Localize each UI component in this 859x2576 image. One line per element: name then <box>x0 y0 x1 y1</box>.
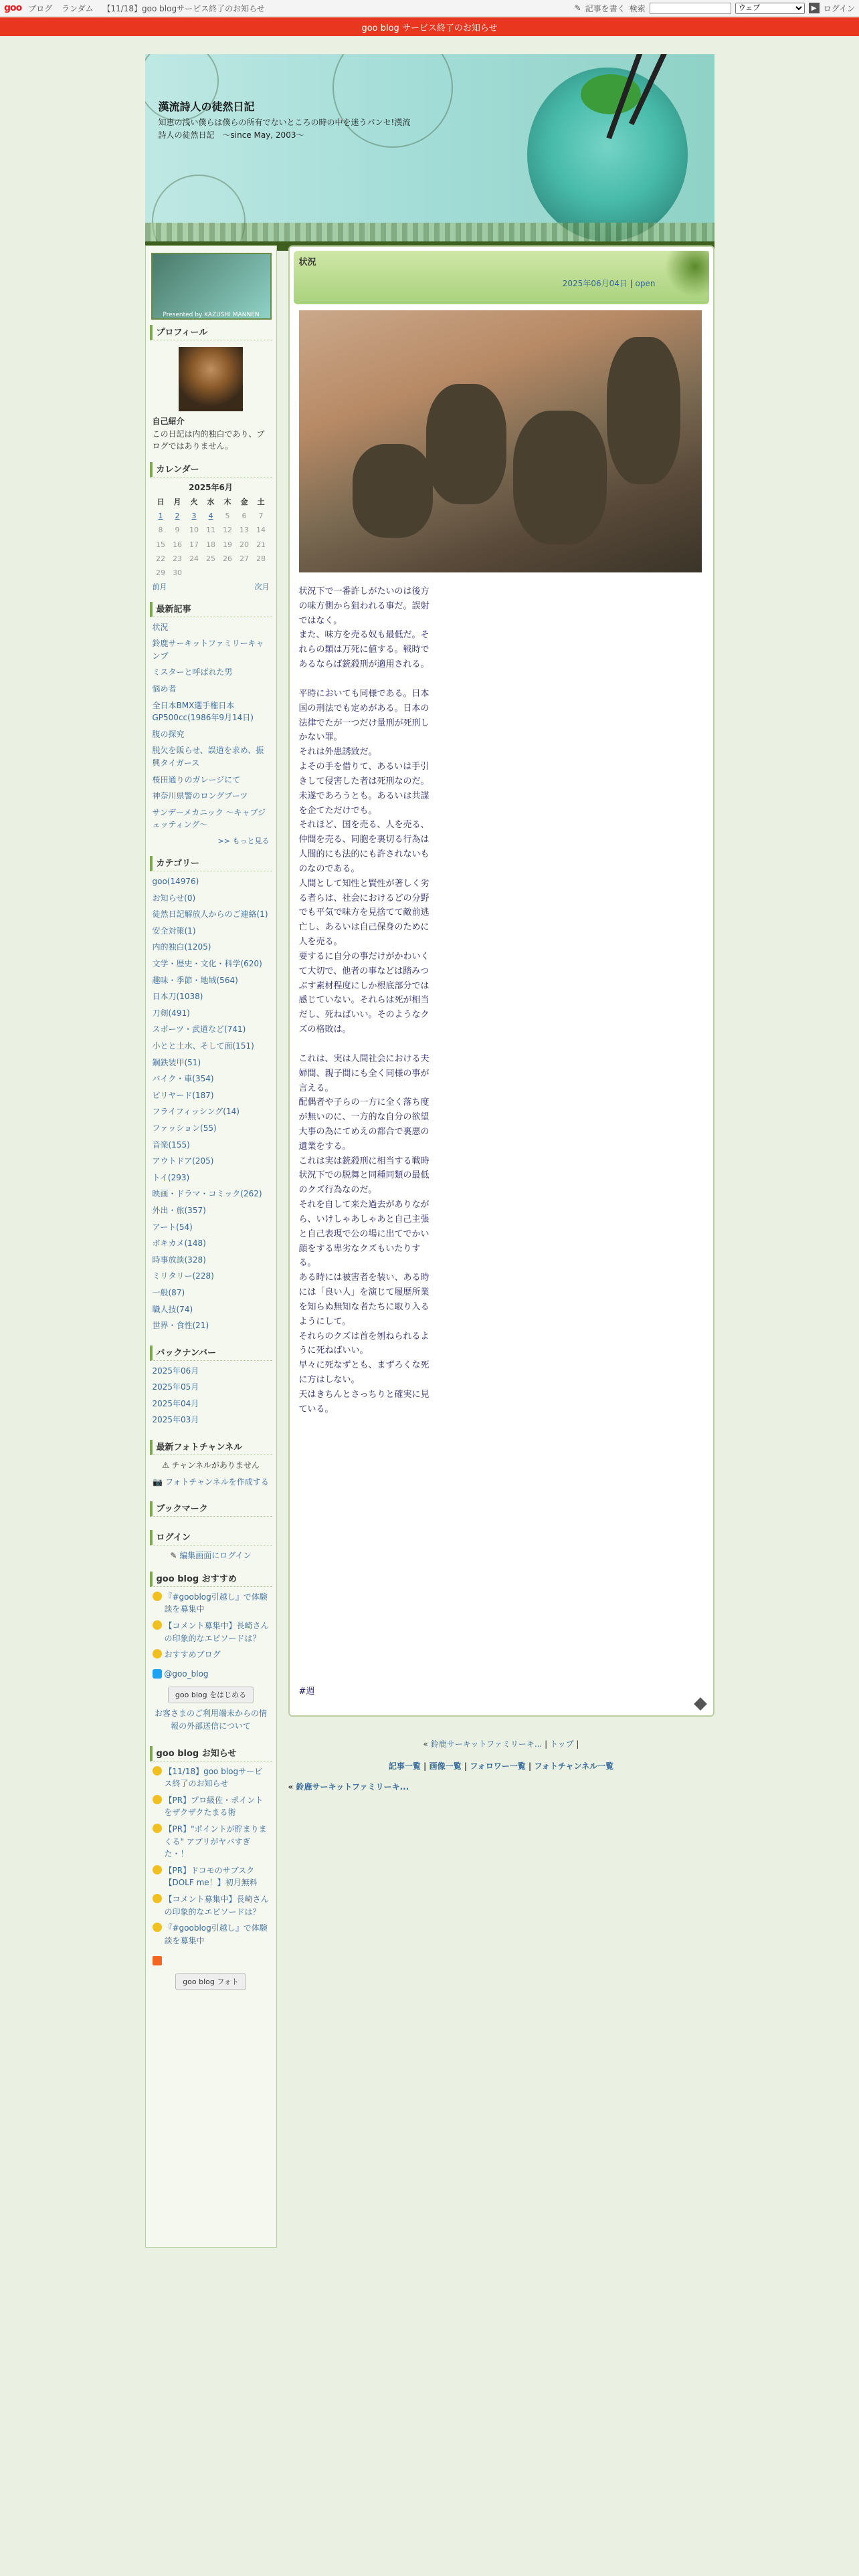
news-item[interactable]: 【PR】"ポイントが貯まりまくる" アプリがヤバすぎた・！ <box>164 1824 267 1859</box>
calendar-day: 5 <box>225 512 230 521</box>
star-icon <box>153 1766 162 1776</box>
edit-login-link[interactable]: 編集画面にログイン <box>179 1551 252 1561</box>
search-scope-select[interactable] <box>735 3 805 14</box>
twitter-icon <box>153 1669 162 1679</box>
search-label: 検索 <box>629 3 646 13</box>
topbar-link-notice[interactable]: 【11/18】goo blogサービス終了のお知らせ <box>102 3 265 13</box>
recent-item[interactable]: 神奈川県警のロングブーツ <box>152 791 248 801</box>
category-item[interactable]: ファッション(55) <box>152 1123 217 1133</box>
avatar[interactable] <box>179 347 243 411</box>
search-input[interactable] <box>650 3 731 14</box>
calendar-prev-link[interactable]: 前月 <box>152 582 167 591</box>
category-item[interactable]: 小とと土水、そして面(151) <box>152 1041 254 1051</box>
category-item[interactable]: アート(54) <box>152 1222 193 1232</box>
post-paragraph: 平時においても同様である。日本国の刑法でも定めがある。日本の法律でたが一つだけ量刑が死刑しかない罪。 それは外患誘致だ。 よその手を借りて、あるいは手引きして侵害した者は死刑なのだ。未遂であろうとも。あるいは共謀を企てただけでも。 それほど、国を売る、人を売る、仲間を売る、同胞を裏切る行為は人間的にも法的にも許されないものなのである。 人間として知性と賢性が著しく劣る者らは、社会におけるどの分野でも平気で味方を見捨てて敵前逃亡し、あるいは自己保身のために人を売る。 要するに自分の事だけがかわいくて大切で、他者の事などは踏みつぶす素材程度にしか根底部分では感じていない。それらは死が相当だし、死ねばいい。そのようなクズの格敗は。 <box>298 688 430 1035</box>
recent-item[interactable]: ミスターと呼ばれた男 <box>152 667 233 677</box>
recommend-title: goo blog おすすめ <box>150 1572 272 1587</box>
calendar-caption: 2025年6月 <box>189 482 233 492</box>
edit-icon[interactable] <box>694 1697 707 1711</box>
post-body <box>299 584 433 1432</box>
category-item[interactable]: バイク・車(354) <box>152 1074 214 1084</box>
smile-icon <box>153 1865 162 1874</box>
recent-title: 最新記事 <box>150 602 272 617</box>
recent-item[interactable]: 腹の探究 <box>152 729 185 739</box>
backnumber-item[interactable]: 2025年05月 <box>152 1382 199 1392</box>
category-item[interactable]: 外出・旅(357) <box>152 1205 206 1215</box>
soldier-figure <box>513 411 607 544</box>
category-item[interactable]: 内的独白(1205) <box>152 942 211 952</box>
topbar-link-random[interactable]: ランダム <box>62 3 94 13</box>
sparkle-icon <box>153 1795 162 1804</box>
login-link[interactable]: ログイン <box>823 3 855 13</box>
category-item[interactable]: 刀剣(491) <box>152 1008 190 1018</box>
recent-item[interactable]: 全日本BMX選手権日本GP500cc(1986年9月14日) <box>152 700 254 723</box>
global-topbar <box>0 0 859 17</box>
category-list <box>146 874 276 1340</box>
category-item[interactable]: 時事放談(328) <box>152 1255 206 1265</box>
service-end-banner <box>0 17 859 36</box>
warning-icon: ⚠ <box>162 1461 169 1471</box>
post-title[interactable]: 状況 <box>298 257 316 267</box>
category-item[interactable]: フライフィッシング(14) <box>152 1107 240 1117</box>
lightbulb-icon <box>153 1649 162 1658</box>
news-item[interactable]: 【コメント募集中】長崎さんの印象的なエピソードは？ <box>164 1894 269 1917</box>
soldier-figure <box>353 444 433 538</box>
privacy-link[interactable]: お客さまのご利用端末からの情報の外部送信について <box>154 1709 267 1731</box>
calendar-table: 日 月 火 水 木 金 土 1 2 3 4 5 6 7 8 9 10 11 12 13 14 15 16 17 18 19 20 21 22 23 24 25 26 27 28 29 30 <box>153 495 270 579</box>
calendar-next-link[interactable]: 次月 <box>254 582 270 591</box>
sidebar <box>145 245 277 2248</box>
blog-header <box>145 54 714 251</box>
category-item[interactable]: ボキカメ(148) <box>152 1239 206 1249</box>
category-item[interactable]: 一般(87) <box>152 1287 185 1297</box>
recent-item[interactable]: 脱欠を販らせ、誤道を求め、振興タイガース <box>152 746 264 768</box>
category-item[interactable]: 鋼鉄装甲(51) <box>152 1057 201 1067</box>
category-item[interactable]: 安全対策(1) <box>152 926 196 936</box>
category-item[interactable]: スポーツ・武道など(741) <box>152 1025 246 1035</box>
backnumber-item[interactable]: 2025年04月 <box>152 1398 199 1408</box>
no-channel-text: チャンネルがありません <box>171 1461 260 1471</box>
soldier-figure <box>426 384 506 504</box>
calendar-title: カレンダー <box>150 462 272 477</box>
prev-post-footer: « 鈴鹿サーキットファミリーキ... <box>288 1782 409 1792</box>
twitter-link[interactable]: @goo_blog <box>164 1669 209 1679</box>
category-item[interactable]: ビリヤード(187) <box>152 1090 214 1100</box>
news-item[interactable]: 【11/18】goo blogサービス終了のお知らせ <box>164 1766 263 1789</box>
calendar-day[interactable]: 4 <box>208 512 213 521</box>
soldier-figure <box>607 337 680 484</box>
gift-icon <box>153 1894 162 1903</box>
create-channel-link[interactable]: フォトチャンネルを作成する <box>165 1477 269 1487</box>
post-tag[interactable]: #週 <box>298 1687 315 1697</box>
write-post-link[interactable]: 記事を書く <box>585 3 626 13</box>
photo-button[interactable]: goo blog フォト <box>175 1973 246 1990</box>
profile-heading: 自己紹介 <box>152 417 185 426</box>
calendar-day[interactable]: 2 <box>175 512 180 521</box>
pencil-icon: ✎ <box>574 3 581 13</box>
recent-item[interactable]: 桜田通りのガレージにて <box>152 774 241 784</box>
recent-item[interactable]: サンデーメカニック 〜キャブジェッティング〜 <box>152 807 266 830</box>
recommend-item[interactable]: 【コメント募集中】長崎さんの印象的なエピソードは？ <box>164 1621 269 1643</box>
category-item[interactable]: 日本刀(1038) <box>152 992 203 1002</box>
bookmark-title: ブックマーク <box>150 1501 272 1517</box>
leaf-ornament-icon <box>662 251 709 304</box>
calendar-day: 7 <box>258 512 264 521</box>
category-item[interactable]: ミリタリー(228) <box>152 1271 214 1281</box>
category-title: カテゴリー <box>150 856 272 871</box>
post-paragraph: これは、実は人間社会における夫婦間、親子間にも全く同様の事が言える。 配偶者や子らの一方に全く落ち度が無いのに、一方的な自分の欲望大事の為にてめえの都合で裏悪の遺業をする。 これは実は銃殺刑に相当する戦時状況下での脱舞と同種同類の最低のクズ行為なのだ。 それを自して来た過去がありながら、いけしゃあしゃあと自己主張と自己表現で公の場に出てでかい顔をする卑劣なクズもいたりする。 ある時には被害者を装い、ある時には「良い人」を演じて履歴所業を知らぬ無知な者たちに取り入るようにして。 それらのクズは首を刎ねられるように死ねばいい。 早々に死なずとも、まずろくな死に方はしない。 天はきちんとさっちりと確実に見ている。 <box>298 1053 430 1414</box>
list-link-images[interactable]: 画像一覧 <box>429 1761 462 1771</box>
calendar-day: 6 <box>242 512 247 521</box>
goo-logo[interactable]: goo <box>4 3 22 13</box>
photo-channel-title: 最新フォトチャンネル <box>150 1440 272 1455</box>
post-pager: « 鈴鹿サーキットファミリーキ... | トップ | <box>423 1739 579 1749</box>
list-links: 記事一覧 | 画像一覧 | フォロワー一覧 | フォトチャンネル一覧 <box>388 1761 614 1771</box>
category-item[interactable]: 音楽(155) <box>152 1140 190 1150</box>
category-item[interactable]: トイ(293) <box>152 1172 190 1182</box>
profile-text: この日記は内的独白であり、ブログではありません。 <box>152 429 265 451</box>
category-item[interactable]: 世界・食性(21) <box>152 1321 209 1331</box>
news-item[interactable]: 【PR】ドコモのサブスク【DOLF me！】初月無料 <box>164 1865 258 1888</box>
prev-post-link[interactable]: 鈴鹿サーキットファミリーキ... <box>430 1739 543 1749</box>
backnumber-item[interactable]: 2025年03月 <box>152 1415 199 1425</box>
recent-item[interactable]: 鈴鹿サーキットファミリーキャンプ <box>152 639 264 661</box>
post-entry <box>288 245 714 1717</box>
prev-post-link-footer[interactable]: 鈴鹿サーキットファミリーキ... <box>296 1782 409 1792</box>
post-paragraph: 状況下で一番許しがたいのは後方の味方側から狙われる事だ。誤射ではなく。 また、味方を売る奴も最低だ。それらの類は万死に値する。戦時であるならば銃殺刑が適用される。 <box>298 586 430 670</box>
category-item[interactable]: 職人技(74) <box>152 1304 193 1314</box>
service-end-link[interactable]: goo blog サービス終了のお知らせ <box>361 23 498 33</box>
recent-more-link[interactable]: >> もっと見る <box>217 837 270 846</box>
pencil-icon: ✎ <box>170 1551 177 1561</box>
category-item[interactable]: 趣味・季節・地域(564) <box>152 975 238 985</box>
post-author[interactable]: open <box>635 279 656 288</box>
login-title: ログイン <box>150 1530 272 1545</box>
lace-border <box>145 223 714 241</box>
recommend-item[interactable]: おすすめブログ <box>164 1650 221 1660</box>
news-item[interactable]: 【PR】プロ級佐・ポイントをザクザクたまる術 <box>164 1795 264 1818</box>
post-image[interactable] <box>299 310 702 572</box>
category-item[interactable]: 文学・歴史・文化・科学(620) <box>152 959 262 969</box>
blog-title[interactable]: 漢流詩人の徒然日記 <box>158 100 255 113</box>
list-link-followers[interactable]: フォロワー一覧 <box>470 1761 526 1771</box>
blog-badge-image[interactable]: Presented by KAZUSHI MANNEN <box>151 253 272 320</box>
post-date[interactable]: 2025年06月04日 <box>562 279 628 288</box>
smile-icon <box>153 1923 162 1932</box>
post-header: 状況 2025年06月04日 | open <box>294 251 709 304</box>
topbar-link-blog[interactable]: ブログ <box>28 3 53 13</box>
news-title: goo blog お知らせ <box>150 1746 272 1761</box>
calendar-day[interactable]: 1 <box>158 512 163 521</box>
recent-item[interactable]: 状況 <box>152 622 169 632</box>
backnumber-item[interactable]: 2025年06月 <box>152 1366 199 1376</box>
recent-item[interactable]: 悩め者 <box>152 684 177 694</box>
blog-description: 知恵の浅い僕らは僕らの所有でないところの時の中を迷うパンセ!漢流詩人の徒然日記 〜since May, 2003〜 <box>158 118 411 140</box>
search-go-icon[interactable]: ▶ <box>809 3 820 13</box>
music-note-icon <box>153 1824 162 1833</box>
top-link[interactable]: トップ <box>549 1739 574 1749</box>
category-item[interactable]: アウトドア(205) <box>152 1156 214 1166</box>
lightbulb-icon <box>153 1620 162 1630</box>
news-item[interactable]: 『#gooblog引越し』で体験談を募集中 <box>164 1923 268 1945</box>
category-item[interactable]: 映画・ドラマ・コミック(262) <box>152 1189 262 1199</box>
list-link-photo-channels[interactable]: フォトチャンネル一覧 <box>534 1761 614 1771</box>
rss-icon[interactable] <box>153 1956 162 1965</box>
category-item[interactable]: goo(14976) <box>152 877 199 887</box>
list-link-posts[interactable]: 記事一覧 <box>388 1761 421 1771</box>
category-item[interactable]: 徒然日記解放人からのご連絡(1) <box>152 909 268 920</box>
recommend-item[interactable]: 『#gooblog引越し』で体験談を募集中 <box>164 1592 268 1614</box>
category-item[interactable]: お知らせ(0) <box>152 893 196 903</box>
camera-icon: 📷 <box>153 1477 163 1487</box>
calendar-day[interactable]: 3 <box>191 512 197 521</box>
backnumber-title: バックナンバー <box>150 1346 272 1361</box>
start-blog-button[interactable]: goo blog をはじめる <box>168 1687 254 1703</box>
profile-title: プロフィール <box>150 325 272 340</box>
lightbulb-icon <box>153 1592 162 1601</box>
